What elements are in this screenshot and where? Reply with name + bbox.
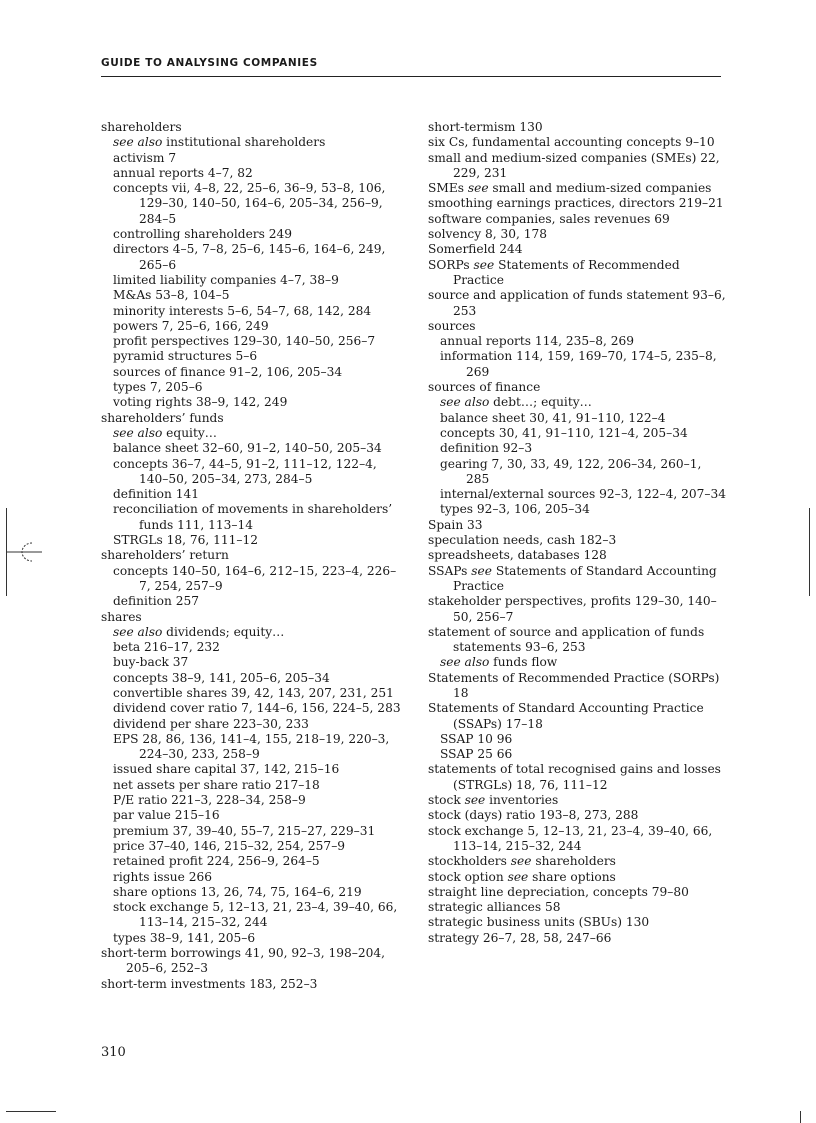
index-sub-entry <box>101 395 401 410</box>
index-main-entry <box>101 977 401 992</box>
index-sub-entry <box>101 686 401 701</box>
index-main-entry <box>428 671 728 702</box>
index-sub-entry <box>428 502 728 517</box>
registration-mark-icon <box>6 540 42 564</box>
index-main-entry <box>428 915 728 930</box>
entry-text: share options 13, 26, 74, 75, 164–6, 219 <box>113 884 362 899</box>
entry-text: strategy 26–7, 28, 58, 247–66 <box>428 930 612 945</box>
entry-text: price 37–40, 146, 215–32, 254, 257–9 <box>113 838 346 853</box>
entry-text: stock (days) ratio 193–8, 273, 288 <box>428 808 639 823</box>
entry-text: stockholders <box>428 854 511 869</box>
index-main-entry <box>428 380 728 395</box>
entry-text: concepts 36–7, 44–5, 91–2, 111–12, 122–4, 140–50, 205–34, 273, 284–5 <box>113 456 377 486</box>
index-sub-entry <box>428 349 728 380</box>
index-sub-entry <box>101 732 401 763</box>
entry-text: SMEs <box>428 181 468 196</box>
entry-text: types 92–3, 106, 205–34 <box>440 502 590 517</box>
index-sub-entry <box>101 502 401 533</box>
index-sub-entry <box>101 839 401 854</box>
index-main-entry <box>428 227 728 242</box>
entry-text: net assets per share ratio 217–18 <box>113 777 320 792</box>
entry-text: strategic business units (SBUs) 130 <box>428 915 650 930</box>
entry-text: retained profit 224, 256–9, 264–5 <box>113 854 320 869</box>
crop-mark-right-vertical <box>809 508 810 596</box>
index-sub-entry <box>101 870 401 885</box>
entry-text: SSAP 10 96 <box>440 731 513 746</box>
index-main-entry <box>101 120 401 135</box>
index-sub-entry <box>101 533 401 548</box>
index-main-entry <box>428 196 728 211</box>
entry-text: voting rights 38–9, 142, 249 <box>113 395 288 410</box>
index-main-entry <box>428 625 728 656</box>
entry-text: six Cs, fundamental accounting concepts 9–10 <box>428 135 715 150</box>
index-sub-entry <box>101 793 401 808</box>
index-sub-entry <box>101 166 401 181</box>
entry-text: small and medium-sized companies (SMEs) 22, 229, 231 <box>428 150 720 180</box>
entry-text: Somerfield 244 <box>428 242 523 257</box>
entry-text: controlling shareholders 249 <box>113 227 293 242</box>
entry-text: stock option <box>428 869 508 884</box>
entry-text: statements of total recognised gains and losses (STRGLs) 18, 76, 111–12 <box>428 762 721 792</box>
index-main-entry <box>428 900 728 915</box>
entry-text: gearing 7, 30, 33, 49, 122, 206–34, 260–1, 285 <box>440 456 702 486</box>
index-main-entry <box>428 181 728 196</box>
entry-text: shareholders <box>101 120 182 134</box>
entry-text: stakeholder perspectives, profits 129–30, 140–50, 256–7 <box>428 594 717 624</box>
index-sub-entry <box>101 227 401 242</box>
index-sub-entry <box>101 151 401 166</box>
index-sub-entry <box>428 655 728 670</box>
index-main-entry <box>428 258 728 289</box>
entry-text: balance sheet 30, 41, 91–110, 122–4 <box>440 410 666 425</box>
entry-text: activism 7 <box>113 150 177 165</box>
index-sub-entry <box>428 411 728 426</box>
index-sub-entry <box>101 824 401 839</box>
index-sub-entry <box>101 242 401 273</box>
entry-text: stock <box>428 793 465 808</box>
cross-reference-label: see <box>464 793 486 808</box>
entry-text: solvency 8, 30, 178 <box>428 227 548 242</box>
index-sub-entry <box>101 181 401 227</box>
entry-text: Statements of Standard Accounting Practice <box>453 563 717 593</box>
index-sub-entry <box>101 349 401 364</box>
index-main-entry <box>428 120 728 135</box>
entry-text: premium 37, 39–40, 55–7, 215–27, 229–31 <box>113 823 376 838</box>
header-rule <box>101 76 721 77</box>
cross-reference-label: see <box>507 869 529 884</box>
index-sub-entry <box>101 854 401 869</box>
entry-text: SSAP 25 66 <box>440 747 513 762</box>
entry-text: annual reports 114, 235–8, 269 <box>440 334 635 349</box>
entry-text: rights issue 266 <box>113 869 213 884</box>
entry-text: par value 215–16 <box>113 808 220 823</box>
entry-text: STRGLs 18, 76, 111–12 <box>113 533 258 548</box>
index-main-entry <box>428 242 728 257</box>
entry-text: straight line depreciation, concepts 79–80 <box>428 884 689 899</box>
entry-text: balance sheet 32–60, 91–2, 140–50, 205–34 <box>113 441 382 456</box>
index-main-entry <box>428 793 728 808</box>
entry-text: minority interests 5–6, 54–7, 68, 142, 284 <box>113 303 372 318</box>
cross-reference-label: see <box>473 257 495 272</box>
index-sub-entry <box>101 365 401 380</box>
cross-reference-label: see <box>467 181 489 196</box>
index-sub-entry <box>101 273 401 288</box>
entry-text: equity… <box>162 425 217 440</box>
index-main-entry <box>428 594 728 625</box>
entry-text: types 38–9, 141, 205–6 <box>113 930 256 945</box>
index-sub-entry <box>101 426 401 441</box>
entry-text: smoothing earnings practices, directors 219–21 <box>428 196 724 211</box>
entry-text: P/E ratio 221–3, 228–34, 258–9 <box>113 793 306 808</box>
entry-text: pyramid structures 5–6 <box>113 349 258 364</box>
index-main-entry <box>428 151 728 182</box>
entry-text: debt…; equity… <box>489 395 592 410</box>
index-sub-entry <box>101 594 401 609</box>
entry-text: SSAPs <box>428 563 472 578</box>
entry-text: concepts 30, 41, 91–110, 121–4, 205–34 <box>440 425 688 440</box>
entry-text: EPS 28, 86, 136, 141–4, 155, 218–19, 220–3, 224–30, 233, 258–9 <box>113 731 390 762</box>
entry-text: dividend per share 223–30, 233 <box>113 716 309 731</box>
entry-text: spreadsheets, databases 128 <box>428 548 607 563</box>
index-main-entry <box>428 564 728 595</box>
entry-text: Statements of Recommended Practice <box>453 257 680 287</box>
entry-text: concepts 38–9, 141, 205–6, 205–34 <box>113 670 330 685</box>
crop-mark-bottom-left <box>6 1111 56 1112</box>
index-sub-entry <box>428 334 728 349</box>
index-sub-entry <box>101 701 401 716</box>
entry-text: beta 216–17, 232 <box>113 640 220 655</box>
index-main-entry <box>101 411 401 426</box>
entry-text: powers 7, 25–6, 166, 249 <box>113 318 269 333</box>
index-main-entry <box>101 610 401 625</box>
entry-text: stock exchange 5, 12–13, 21, 23–4, 39–40, 66, 113–14, 215–32, 244 <box>113 900 398 930</box>
index-sub-entry <box>101 441 401 456</box>
entry-text: sources of finance <box>428 380 541 395</box>
entry-text: Spain 33 <box>428 517 483 532</box>
index-sub-entry <box>101 717 401 732</box>
entry-text: limited liability companies 4–7, 38–9 <box>113 272 339 287</box>
index-main-entry <box>428 319 728 334</box>
entry-text: strategic alliances 58 <box>428 900 561 915</box>
entry-text: Statements of Recommended Practice (SORPs) 18 <box>428 670 720 700</box>
index-sub-entry <box>101 931 401 946</box>
index-main-entry <box>428 518 728 533</box>
entry-text: dividends; equity… <box>162 624 285 639</box>
entry-text: Statements of Standard Accounting Practice (SSAPs) 17–18 <box>428 701 704 731</box>
entry-text: SORPs <box>428 257 474 272</box>
entry-text: short-term investments 183, 252–3 <box>101 976 318 991</box>
entry-text: statement of source and application of funds statements 93–6, 253 <box>428 624 705 655</box>
index-sub-entry <box>101 457 401 488</box>
page-number: 310 <box>101 1045 126 1060</box>
entry-text: reconciliation of movements in shareholders’ funds 111, 113–14 <box>113 502 393 532</box>
index-main-entry <box>428 854 728 869</box>
index-main-entry <box>428 212 728 227</box>
index-sub-entry <box>101 304 401 319</box>
cross-reference-label: see also <box>440 395 490 410</box>
index-sub-entry <box>428 395 728 410</box>
entry-text: buy-back 37 <box>113 655 189 670</box>
entry-text: types 7, 205–6 <box>113 380 203 395</box>
entry-text: source and application of funds statement 93–6, 253 <box>428 288 726 318</box>
entry-text: sources of finance 91–2, 106, 205–34 <box>113 364 343 379</box>
index-sub-entry <box>101 671 401 686</box>
entry-text: profit perspectives 129–30, 140–50, 256–7 <box>113 334 376 349</box>
index-main-entry <box>428 824 728 855</box>
index-main-entry <box>428 135 728 150</box>
entry-text: shareholders <box>531 854 616 869</box>
index-sub-entry <box>101 762 401 777</box>
index-main-entry <box>428 533 728 548</box>
entry-text: short-term borrowings 41, 90, 92–3, 198–204, 205–6, 252–3 <box>101 946 385 976</box>
index-sub-entry <box>101 319 401 334</box>
entry-text: inventories <box>485 793 559 808</box>
entry-text: speculation needs, cash 182–3 <box>428 533 617 548</box>
entry-text: definition 141 <box>113 487 200 502</box>
index-sub-entry <box>428 732 728 747</box>
entry-text: definition 257 <box>113 594 200 609</box>
index-column-right <box>428 120 728 946</box>
entry-text: internal/external sources 92–3, 122–4, 207–34 <box>440 487 726 502</box>
entry-text: M&As 53–8, 104–5 <box>113 288 230 303</box>
running-head: GUIDE TO ANALYSING COMPANIES <box>101 57 318 69</box>
index-main-entry <box>428 548 728 563</box>
index-main-entry <box>101 946 401 977</box>
entry-text: concepts vii, 4–8, 22, 25–6, 36–9, 53–8, 106, 129–30, 140–50, 164–6, 205–34, 256–9, 284–5 <box>113 181 386 226</box>
index-sub-entry <box>101 655 401 670</box>
index-main-entry <box>101 548 401 563</box>
index-sub-entry <box>428 457 728 488</box>
index-sub-entry <box>101 808 401 823</box>
index-sub-entry <box>101 487 401 502</box>
index-sub-entry <box>101 778 401 793</box>
index-sub-entry <box>101 334 401 349</box>
entry-text: shareholders’ return <box>101 548 229 563</box>
index-sub-entry <box>428 487 728 502</box>
index-sub-entry <box>101 564 401 595</box>
index-sub-entry <box>428 441 728 456</box>
entry-text: convertible shares 39, 42, 143, 207, 231, 251 <box>113 685 394 700</box>
index-sub-entry <box>101 625 401 640</box>
index-sub-entry <box>101 885 401 900</box>
entry-text: information 114, 159, 169–70, 174–5, 235–8, 269 <box>440 349 717 379</box>
index-sub-entry <box>428 747 728 762</box>
index-column-left <box>101 120 401 992</box>
index-sub-entry <box>101 900 401 931</box>
entry-text: concepts 140–50, 164–6, 212–15, 223–4, 226–7, 254, 257–9 <box>113 563 397 593</box>
index-main-entry <box>428 931 728 946</box>
entry-text: software companies, sales revenues 69 <box>428 211 670 226</box>
entry-text: small and medium-sized companies <box>488 181 712 196</box>
index-sub-entry <box>101 640 401 655</box>
entry-text: sources <box>428 318 476 333</box>
entry-text: annual reports 4–7, 82 <box>113 165 253 180</box>
index-sub-entry <box>101 288 401 303</box>
index-sub-entry <box>101 380 401 395</box>
entry-text: institutional shareholders <box>162 135 326 150</box>
cross-reference-label: see also <box>113 135 163 150</box>
index-main-entry <box>428 885 728 900</box>
entry-text: funds flow <box>489 655 558 670</box>
entry-text: stock exchange 5, 12–13, 21, 23–4, 39–40, 66, 113–14, 215–32, 244 <box>428 823 713 853</box>
index-main-entry <box>428 701 728 732</box>
index-main-entry <box>428 288 728 319</box>
entry-text: shareholders’ funds <box>101 410 224 425</box>
cross-reference-label: see <box>510 854 532 869</box>
entry-text: share options <box>528 869 616 884</box>
cross-reference-label: see also <box>113 425 163 440</box>
entry-text: issued share capital 37, 142, 215–16 <box>113 762 340 777</box>
entry-text: dividend cover ratio 7, 144–6, 156, 224–5, 283 <box>113 701 401 716</box>
cross-reference-label: see also <box>440 655 490 670</box>
index-main-entry <box>428 808 728 823</box>
entry-text: shares <box>101 609 142 624</box>
index-main-entry <box>428 870 728 885</box>
index-main-entry <box>428 762 728 793</box>
cross-reference-label: see <box>471 563 492 578</box>
crop-mark-bottom-right <box>800 1111 801 1123</box>
entry-text: directors 4–5, 7–8, 25–6, 145–6, 164–6, 249, 265–6 <box>113 242 386 272</box>
entry-text: definition 92–3 <box>440 441 533 456</box>
index-sub-entry <box>428 426 728 441</box>
cross-reference-label: see also <box>113 624 163 639</box>
entry-text: short-termism 130 <box>428 120 543 134</box>
index-sub-entry <box>101 135 401 150</box>
